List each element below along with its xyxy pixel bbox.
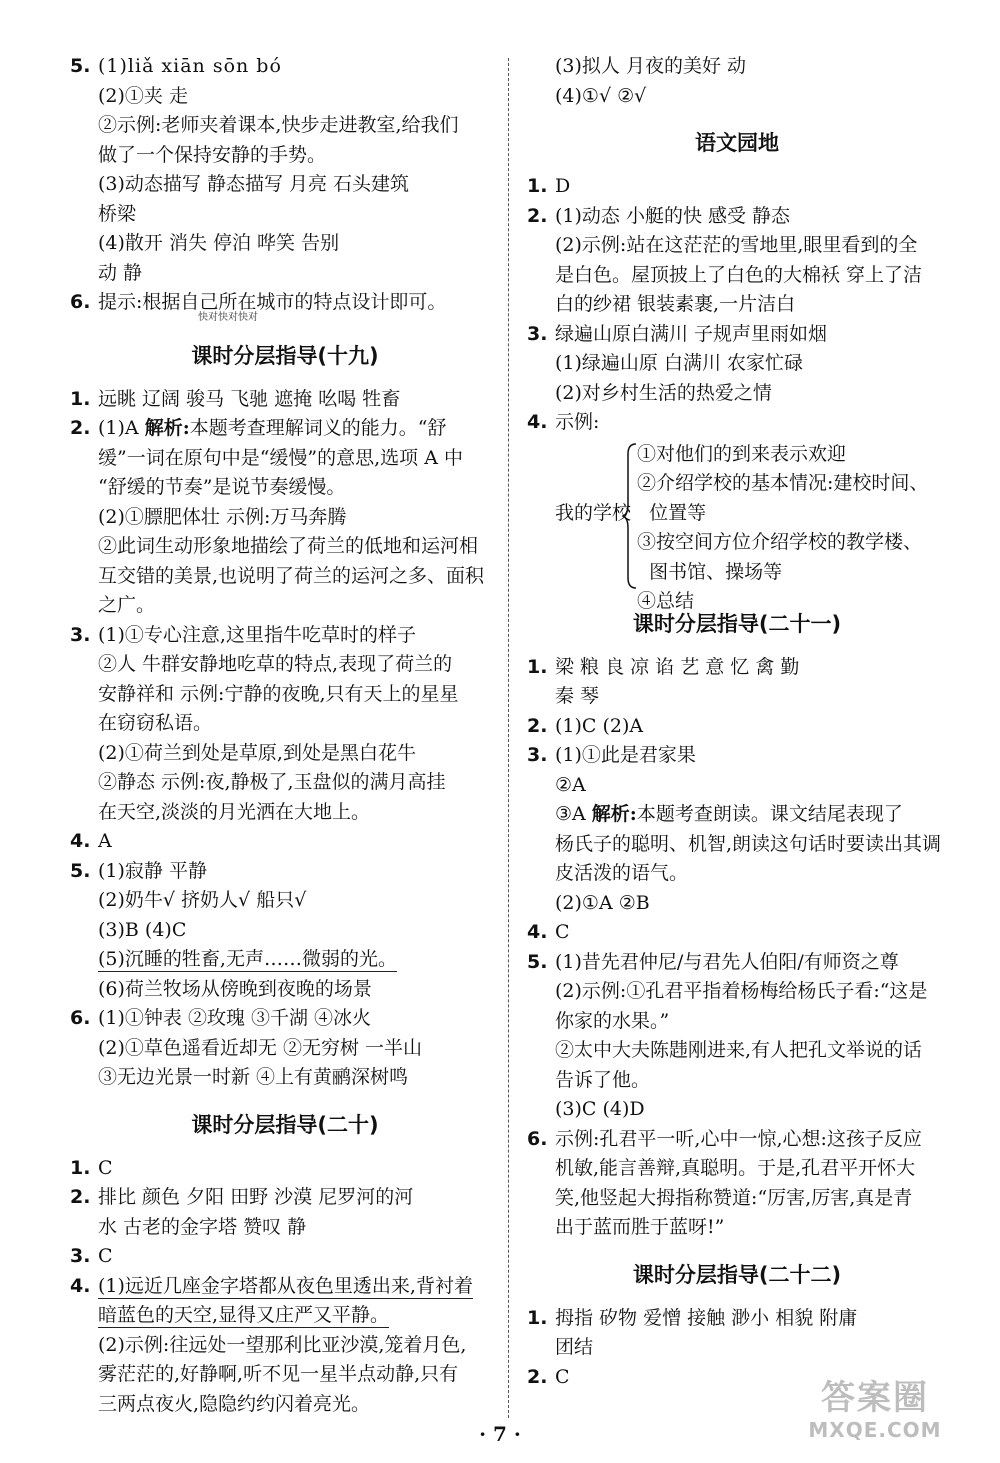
question-number: 5. [70, 55, 91, 77]
answer-line [527, 1036, 947, 1066]
answer-text: (1)A [98, 417, 145, 439]
school-outline [527, 440, 947, 612]
answer-line [527, 859, 947, 889]
right-column [527, 52, 947, 1392]
answer-text: “舒缓的节奏”是说节奏缓慢。 [98, 476, 346, 498]
answer-line [70, 1331, 500, 1361]
answer-text: 梁 粮 良 凉 谄 艺 意 忆 禽 勤 [555, 655, 800, 678]
answer-text: C [555, 921, 570, 943]
section-heading: 课时分层指导(二十) [191, 1112, 379, 1137]
explanation-label: 解析: [591, 803, 637, 825]
question-number: 6. [527, 1127, 548, 1150]
answer-line: 桥梁 [98, 202, 137, 225]
answer-text: 三两点夜火,隐隐约约闪着亮光。 [98, 1392, 371, 1415]
question-number: 2. [527, 1365, 548, 1388]
answer-text: (4)①√ ②√ [555, 84, 647, 107]
answer-text: 缓”一词在原句中是“缓慢”的意思,选项 A 中 [98, 446, 463, 469]
answer-line [70, 827, 500, 857]
answer-text: (1)动态 小艇的快 感受 静态 [555, 204, 791, 227]
answer-line [527, 1125, 947, 1155]
answer-line [70, 857, 500, 887]
answer-line [70, 680, 500, 710]
answer-line [70, 473, 500, 503]
watermark [780, 1378, 970, 1442]
answer-line [70, 503, 500, 533]
answer-text: (2)奶牛√ 挤奶人√ 船只√ [98, 889, 307, 911]
answer-text: (1)寂静 平静 [98, 859, 207, 882]
answer-text: 你家的水果。” [555, 1009, 670, 1032]
answer-line [527, 1304, 947, 1334]
answer-line [527, 653, 947, 683]
answer-line [527, 349, 947, 379]
answer-text: ②人 牛群安静地吃草的特点,表现了荷兰的 [98, 653, 453, 675]
answer-line [527, 1333, 947, 1363]
answer-text: A [98, 830, 112, 852]
answer-text: 暗蓝色的天空,显得又庄严又平静。 [98, 1304, 390, 1326]
answer-text: (2)对乡村生活的热爱之情 [555, 381, 772, 404]
answer-line [527, 82, 947, 112]
answer-text: 是白色。屋顶披上了白色的大棉袄 穿上了洁 [555, 263, 923, 286]
question-number: 2. [70, 417, 91, 439]
answer-line [70, 1004, 500, 1034]
answer-text: (3)拟人 月夜的美好 动 [555, 55, 746, 77]
answer-line [70, 916, 500, 946]
answer-line [70, 385, 500, 415]
garden-answers [527, 172, 947, 438]
question-number: 4. [527, 411, 548, 433]
outline-item: 图书馆、操场等 [637, 560, 783, 583]
answer-text: 绿遍山原白满川 子规声里雨如烟 [555, 322, 828, 345]
answer-line [527, 261, 947, 291]
watermark-logo: 答案圈 [821, 1378, 929, 1418]
answer-text: (2)①A ②B [555, 891, 650, 914]
answer-line [70, 1360, 500, 1390]
answer-line [527, 320, 947, 350]
answer-line [70, 621, 500, 651]
answer-text: D [555, 175, 571, 197]
question-number: 5. [527, 950, 548, 973]
question-number: 5. [70, 859, 91, 882]
answer-line [527, 202, 947, 232]
question-number: 4. [527, 921, 548, 943]
answer-text: 安静祥和 示例:宁静的夜晚,只有天上的星星 [98, 682, 459, 705]
answer-text: 远眺 辽阔 骏马 飞驰 遮掩 吆喝 牲畜 [98, 387, 401, 410]
answer-line [527, 290, 947, 320]
answer-text: 笑,他竖起大拇指称赞道:“厉害,厉害,真是青 [555, 1186, 913, 1209]
answer-line [527, 1066, 947, 1096]
answer-text: (1)昔先君仲尼/与君先人伯阳/有师资之尊 [555, 950, 899, 973]
answer-line [527, 1184, 947, 1214]
answer-text: 示例:孔君平一听,心中一惊,心想:这孩子反应 [555, 1127, 922, 1150]
answer-line [70, 414, 500, 444]
answer-text: ③无边光景一时新 ④上有黄鹂深树鸣 [98, 1066, 409, 1088]
answer-line [70, 1272, 500, 1302]
section-heading: 课时分层指导(二十一) [632, 611, 842, 636]
outline-item: ④总结 [637, 590, 695, 612]
outline-items [637, 440, 928, 617]
answer-line [527, 1095, 947, 1125]
answer-line [527, 379, 947, 409]
answer-text: C [98, 1245, 113, 1267]
answer-line [70, 739, 500, 769]
question-number: 1. [70, 1156, 91, 1179]
answer-line [70, 562, 500, 592]
answer-line [70, 1213, 500, 1243]
answer-line [70, 768, 500, 798]
answer-text: (1)①此是君家果 [555, 744, 696, 766]
answer-text: (1)远近几座金字塔都从夜色里透出来,背衬着 [98, 1274, 473, 1297]
answer-text: ②太中大夫陈韪刚进来,有人把孔文举说的话 [555, 1039, 923, 1061]
answer-text: (2)①草色遥看近却无 ②无穷树 一半山 [98, 1036, 422, 1059]
answer-text: ③A [555, 803, 592, 825]
answer-text: 团结 [555, 1336, 594, 1358]
answer-line: 做了一个保持安静的手势。 [98, 143, 327, 166]
answer-line [70, 798, 500, 828]
answer-line [527, 977, 947, 1007]
answer-text: 互交错的美景,也说明了荷兰的运河之多、面积 [98, 564, 485, 587]
question-number: 3. [527, 744, 548, 766]
answer-line [70, 444, 500, 474]
answer-text: (2)①膘肥体壮 示例:万马奔腾 [98, 505, 347, 528]
answer-line: (4)散开 消失 停泊 哗笑 告别 [98, 232, 340, 254]
explanation-text: 本题考查理解词义的能力。“舒 [189, 417, 447, 439]
answer-text: (3)C (4)D [555, 1098, 645, 1120]
answer-text: ②此词生动形象地描绘了荷兰的低地和运河相 [98, 535, 479, 557]
answer-line [70, 1301, 500, 1331]
explanation-label: 解析: [144, 417, 190, 439]
answer-line [70, 975, 500, 1005]
answer-text: (2)示例:往远处一望那利比亚沙漠,笼着月色, [98, 1333, 467, 1356]
answer-line [527, 1213, 947, 1243]
answer-line [70, 1390, 500, 1420]
answer-line: (2)①夹 走 [98, 84, 188, 107]
watermark-url: MXQE.COM [808, 1418, 942, 1442]
question-number: 2. [527, 714, 548, 737]
answer-text: 水 古老的金字塔 赞叹 静 [98, 1215, 307, 1238]
answer-text: 之广。 [98, 594, 156, 616]
answer-text: 示例: [555, 411, 600, 433]
answer-text: C [555, 1365, 570, 1388]
answer-line [70, 52, 500, 82]
question-number: 2. [527, 204, 548, 227]
answer-line [527, 830, 947, 860]
question-number: 3. [70, 1245, 91, 1267]
answer-text: 告诉了他。 [555, 1068, 651, 1091]
answer-text: (1)①钟表 ②玫瑰 ③千湖 ④冰火 [98, 1007, 372, 1029]
section-20-answers [70, 1154, 500, 1420]
answer-line [527, 1007, 947, 1037]
answer-line [527, 231, 947, 261]
answer-text: 杨氏子的聪明、机智,朗读这句话时要读出其调 [555, 832, 942, 855]
outline-label: 我的学校 [555, 501, 632, 524]
answer-line [527, 408, 947, 438]
continued-answers [527, 52, 947, 111]
answer-text: (2)示例:站在这茫茫的雪地里,眼里看到的全 [555, 234, 918, 256]
answer-text: 白的纱裙 银装素裹,一片洁白 [555, 293, 796, 315]
answer-line [70, 886, 500, 916]
answer-text: (6)荷兰牧场从傍晚到夜晚的场景 [98, 977, 372, 1000]
answer-text: 机敏,能言善辩,真聪明。于是,孔君平开怀大 [555, 1157, 916, 1179]
answer-text: (2)示例:①孔君平指着杨梅给杨氏子看:“这是 [555, 980, 928, 1002]
answer-line [70, 591, 500, 621]
answer-line [527, 712, 947, 742]
answer-line [70, 288, 500, 318]
question-number: 3. [527, 322, 548, 345]
question-number: 6. [70, 1007, 91, 1029]
stamp-note: 快对快对快对 [198, 311, 258, 323]
answer-line [527, 172, 947, 202]
question-number: 1. [527, 175, 548, 197]
outline-item: ②介绍学校的基本情况:建校时间、 [637, 472, 929, 494]
answer-line: ②示例:老师夹着课本,快步走进教室,给我们 [98, 114, 459, 136]
answer-text: 拇指 矽物 爱憎 接触 渺小 相貌 附庸 [555, 1306, 858, 1329]
question-number: 1. [70, 387, 91, 410]
answer-text: (3)B (4)C [98, 918, 187, 941]
answer-line [527, 918, 947, 948]
question-number: 4. [70, 1274, 91, 1297]
section-19-answers [70, 385, 500, 1093]
answer-text: 排比 颜色 夕阳 田野 沙漠 尼罗河的河 [98, 1186, 414, 1208]
brace-icon [622, 440, 638, 592]
section-heading: 课时分层指导(二十二) [632, 1262, 842, 1287]
column-divider [508, 58, 509, 1418]
answer-text: 秦 琴 [555, 685, 600, 707]
outline-item: ①对他们的到来表示欢迎 [637, 442, 847, 465]
answer-text: ②静态 示例:夜,静极了,玉盘似的满月高挂 [98, 771, 446, 793]
answer-line [527, 682, 947, 712]
section-21-answers [527, 653, 947, 1243]
left-column [70, 52, 500, 1419]
answer-line: (3)动态描写 静态描写 月亮 石头建筑 [98, 173, 410, 195]
answer-line [70, 945, 500, 975]
answer-text: (2)①荷兰到处是草原,到处是黑白花牛 [98, 741, 416, 764]
explanation-text: 本题考查朗读。课文结尾表现了 [636, 803, 903, 825]
answer-text: 皮活泼的语气。 [555, 862, 689, 884]
answer-text: ②A [555, 773, 586, 796]
pinyin-answer: (1)liǎ xiān sōn bó [98, 55, 282, 77]
answer-line [70, 1154, 500, 1184]
outline-item: ③按空间方位介绍学校的教学楼、 [637, 531, 923, 553]
answer-text: (5)沉睡的牲畜,无声……微弱的光。 [98, 948, 397, 970]
answer-line [70, 650, 500, 680]
answer-line [527, 800, 947, 830]
answer-line [527, 741, 947, 771]
answer-line [70, 1183, 500, 1213]
answer-line [70, 1063, 500, 1093]
answer-line [70, 1242, 500, 1272]
answer-text: 雾茫茫的,好静啊,听不见一星半点动静,只有 [98, 1363, 459, 1385]
question-number: 4. [70, 830, 91, 852]
answer-line [527, 1154, 947, 1184]
question-number: 3. [70, 623, 91, 646]
answer-text: 在天空,淡淡的月光洒在大地上。 [98, 800, 371, 823]
section-heading: 语文园地 [695, 131, 779, 155]
answer-text: C [98, 1156, 113, 1179]
answer-line [70, 709, 500, 739]
answer-line [527, 52, 947, 82]
answer-text: 在窃窃私语。 [98, 712, 213, 734]
answer-line [527, 889, 947, 919]
outline-item: 位置等 [637, 501, 707, 524]
question-number: 2. [70, 1186, 91, 1208]
question-number: 6. [70, 291, 91, 313]
answer-line: 动 静 [98, 261, 143, 284]
answer-line [70, 1034, 500, 1064]
section-heading: 课时分层指导(十九) [191, 343, 379, 368]
answer-line [70, 532, 500, 562]
answer-text: (1)C (2)A [555, 714, 644, 737]
answer-line [527, 771, 947, 801]
answer-line [527, 948, 947, 978]
question-number: 1. [527, 1306, 548, 1329]
answer-text: 出于蓝而胜于蓝呀!” [555, 1216, 725, 1238]
answer-text: 提示:根据自己所在城市的特点设计即可。 [98, 291, 447, 313]
answer-text: (1)绿遍山原 白满川 农家忙碌 [555, 352, 803, 374]
page-number: · 7 · [479, 1422, 521, 1446]
answer-text: (1)①专心注意,这里指牛吃草时的样子 [98, 623, 416, 646]
question-number: 1. [527, 655, 548, 678]
